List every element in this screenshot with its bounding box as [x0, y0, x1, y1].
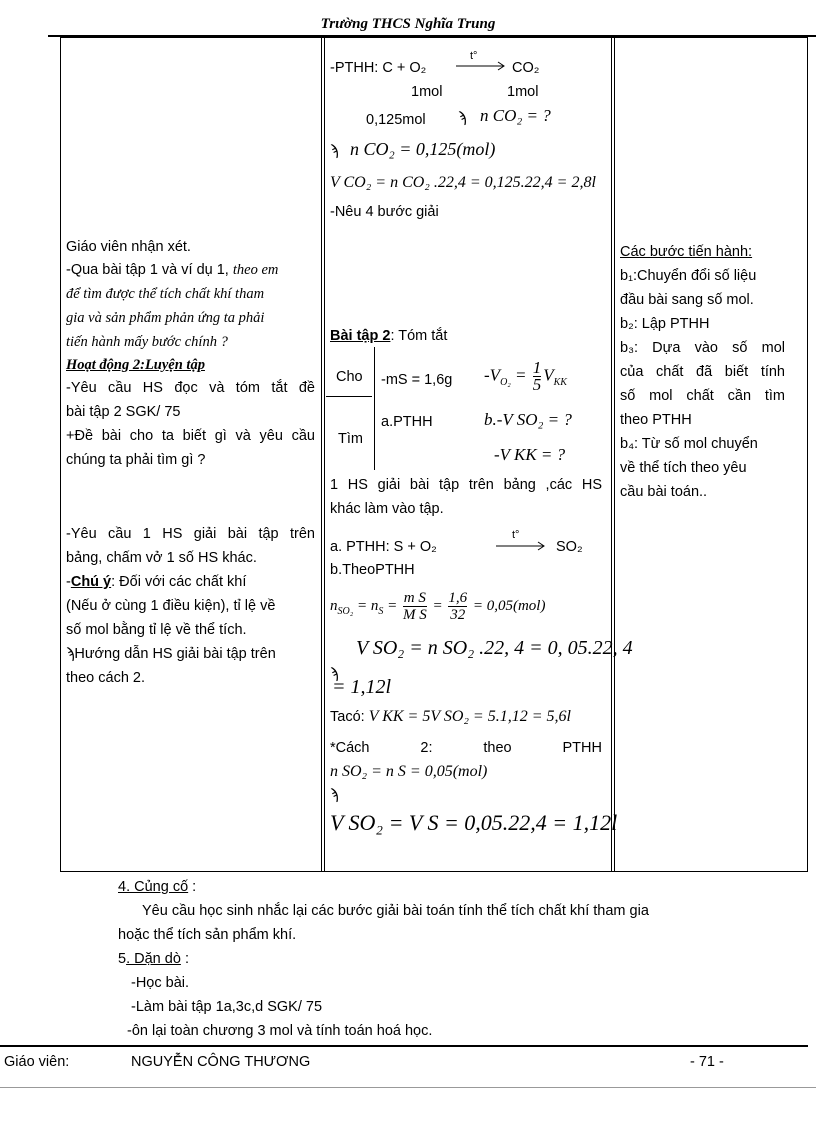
b3-line-2: của chất đã biết tính — [620, 364, 785, 380]
cach2-line — [330, 737, 602, 759]
vo2-frac-num: 1 — [532, 358, 542, 377]
school-header: Trường THCS Nghĩa Trung — [320, 16, 496, 32]
teacher-comment: Giáo viên nhận xét. — [66, 239, 191, 255]
intro-italic-3: gia và sản phẩm phản ứng ta phải — [66, 310, 265, 326]
b-vso2-question: b.-V SO₂ = ? — [484, 410, 572, 429]
footer-page-number: - 71 - — [690, 1054, 724, 1070]
note-line-1: -Chú ý: Đối với các chất khí — [66, 574, 247, 590]
ms-ms-fraction — [403, 590, 427, 623]
mol-2: 1mol — [507, 84, 539, 100]
intro-line-1 — [66, 259, 278, 281]
frac1-num: m S — [403, 590, 426, 606]
table-col-divider-1 — [321, 37, 322, 872]
solve-line-1: -Yêu cầu 1 HS giải bài tập trên — [66, 526, 315, 542]
note-line-2: (Nếu ở cùng 1 điều kiện), tỉ lệ về — [66, 598, 276, 614]
n-so2-value: = 0,05(mol) — [472, 597, 546, 614]
taco-line — [330, 706, 571, 728]
intro-italic-1: theo em — [232, 262, 279, 278]
implies-symbol-3: ϡ — [330, 666, 339, 682]
co2-product: CO₂ — [512, 60, 540, 76]
table-top-border — [60, 37, 808, 38]
ms-value: -mS = 1,6g — [381, 372, 453, 388]
steps-title: Các bước tiến hành: — [620, 244, 753, 260]
implies-symbol-4: ϡ — [330, 787, 339, 803]
table-col-divider-1b — [324, 37, 325, 872]
arrow-label-1: t° — [470, 50, 478, 62]
cungco-line-2: hoặc thể tích sản phẩm khí. — [118, 927, 297, 943]
hs-line-2: khác làm vào tập. — [330, 501, 444, 517]
b2-line: b₂: Lập PTHH — [620, 316, 710, 332]
table-col-divider-2 — [611, 37, 612, 872]
summary-vline — [374, 347, 375, 470]
hs-line-1: 1 HS giải bài tập trên bảng ,các HS — [330, 477, 602, 493]
cach2-word-3: theo — [483, 740, 512, 756]
intro-italic-2: để tìm được thể tích chất khí tham — [66, 286, 265, 302]
implies-symbol-2: ϡ — [330, 143, 339, 159]
a-pthh-label: a.PTHH — [381, 414, 433, 430]
pthh-c: -PTHH: C + O₂ — [330, 60, 427, 76]
n-so2-ns: n SO₂ = n S = 0,05(mol) — [330, 763, 488, 780]
cach2-word-4: PTHH — [562, 740, 602, 756]
cungco-title: 4. Củng cố — [118, 879, 189, 895]
cungco-heading — [118, 876, 196, 898]
table-bottom-border — [60, 871, 808, 872]
guide-symbol: ϡ — [66, 646, 75, 662]
bt2-label: Bài tập 2 — [330, 328, 391, 344]
reaction-arrow-2-wrap — [496, 540, 548, 556]
b1-line-2: đầu bài sang số mol. — [620, 292, 754, 308]
page-bottom-rule — [0, 1087, 816, 1088]
bt2-rest: : Tóm tắt — [390, 328, 448, 344]
taco-equation: V KK = 5V SO₂ = 5.1,12 = 5,6l — [368, 708, 571, 725]
intro-prefix: -Qua bài tập 1 và ví dụ 1, — [66, 262, 229, 278]
table-right-border — [807, 37, 808, 872]
vo2-formula: $-V_{O_2}$ = $\frac{1}{5}$ $V_{KK}$ — [484, 358, 567, 394]
cungco-colon: : — [192, 879, 197, 895]
four-steps: -Nêu 4 bước giải — [330, 204, 439, 220]
dando-heading — [118, 948, 189, 970]
footer-rule — [0, 1045, 808, 1047]
dando-item-2: -Làm bài tập 1a,3c,d SGK/ 75 — [131, 999, 323, 1015]
taco-prefix: Tacó: — [330, 709, 365, 725]
cach2-word-2: 2: — [420, 740, 433, 756]
b4-line-1: b₄: Từ số mol chuyển — [620, 436, 758, 452]
v-so2-big: V SO₂ = n SO₂ .22, 4 = 0, 05.22, 4 — [356, 637, 633, 659]
frac2-den: 32 — [450, 607, 466, 623]
vo2-frac-den: 5 — [532, 375, 542, 394]
vkk-question: -V KK = ? — [494, 445, 566, 464]
footer-teacher-label: Giáo viên: — [4, 1054, 70, 1070]
arrow-label-2: t° — [512, 529, 520, 541]
b1-line-1: b₁:Chuyển đổi số liệu — [620, 268, 757, 284]
n-so2-equation: $n_{SO_2} = n_S$ = $\frac{\text{m S}}{\text{M S}}$ = $\frac{1,6}{32}$ = 0,05(mol) — [330, 590, 546, 623]
pthh-s: a. PTHH: S + O₂ — [330, 539, 437, 555]
cach2-word-1: *Cách — [330, 740, 370, 756]
vo2-fraction — [533, 360, 542, 393]
dando-item-3: -ôn lại toàn chương 3 mol và tính toán hoá học. — [127, 1023, 433, 1039]
tim-label: Tìm — [338, 431, 363, 447]
bt2-heading — [330, 325, 447, 347]
b4-line-3: cầu bài toán.. — [620, 484, 708, 500]
dando-num: 5 — [118, 951, 127, 967]
note-text-1: : Đối với các chất khí — [111, 574, 247, 590]
so2-product: SO₂ — [556, 539, 583, 555]
summary-hline — [326, 396, 372, 397]
dando-colon: : — [184, 951, 189, 967]
b3-line-1: b₃: Dựa vào số mol — [620, 340, 785, 356]
implies-symbol-1: ϡ — [458, 110, 467, 126]
frac2-num: 1,6 — [448, 590, 468, 606]
table-left-border — [60, 37, 61, 872]
note-label: Chú ý — [70, 574, 112, 590]
reaction-arrow-1 — [456, 60, 508, 72]
table-col-divider-2b — [614, 37, 615, 872]
guide-line-1 — [66, 643, 276, 665]
b-theo-pthh: b.TheoPTHH — [330, 562, 415, 578]
v-co2-equation: V CO₂ = n CO₂ .22,4 = 0,125.22,4 = 2,8l — [330, 174, 596, 191]
v-so2-result: = 1,12l — [332, 676, 392, 698]
b3-line-3: số mol chất cần tìm — [620, 388, 785, 404]
activity-title: Hoạt động 2:Luyện tập — [66, 357, 205, 373]
n-co2-value: n CO₂ = 0,125(mol) — [350, 139, 496, 159]
request-line-2: bài tập 2 SGK/ 75 — [66, 404, 181, 420]
cungco-line-1: Yêu cầu học sinh nhắc lại các bước giải bài toán tính thể tích chất khí tham gia — [142, 903, 649, 919]
frac1-den: M S — [402, 607, 427, 623]
n-co2-question: n CO₂ = ? — [480, 106, 551, 125]
b3-line-4: theo PTHH — [620, 412, 692, 428]
note-line-3: số mol bằng tỉ lệ về thể tích. — [66, 622, 247, 638]
mol-0125: 0,125mol — [366, 112, 426, 128]
value-fraction — [448, 590, 467, 623]
cho-label: Cho — [336, 369, 363, 385]
intro-italic-4: tiến hành mấy bước chính ? — [66, 334, 228, 350]
solve-line-2: bảng, chấm vở 1 số HS khác. — [66, 550, 257, 566]
guide-text-1: Hướng dẫn HS giải bài tập trên — [74, 646, 276, 662]
mol-1: 1mol — [411, 84, 443, 100]
dando-title: . Dặn dò — [126, 951, 181, 967]
request-line-3: +Đề bài cho ta biết gì và yêu cầu — [66, 428, 315, 444]
final-equation: V SO₂ = V S = 0,05.22,4 = 1,12l — [330, 810, 618, 835]
request-line-1: -Yêu cầu HS đọc và tóm tắt đề — [66, 380, 315, 396]
guide-line-2: theo cách 2. — [66, 670, 145, 686]
request-line-4: chúng ta phải tìm gì ? — [66, 452, 206, 468]
b4-line-2: về thể tích theo yêu — [620, 460, 747, 476]
dando-item-1: -Học bài. — [131, 975, 190, 991]
reaction-arrow-2 — [496, 540, 548, 552]
footer-teacher-name: NGUYỄN CÔNG THƯƠNG — [131, 1054, 311, 1070]
